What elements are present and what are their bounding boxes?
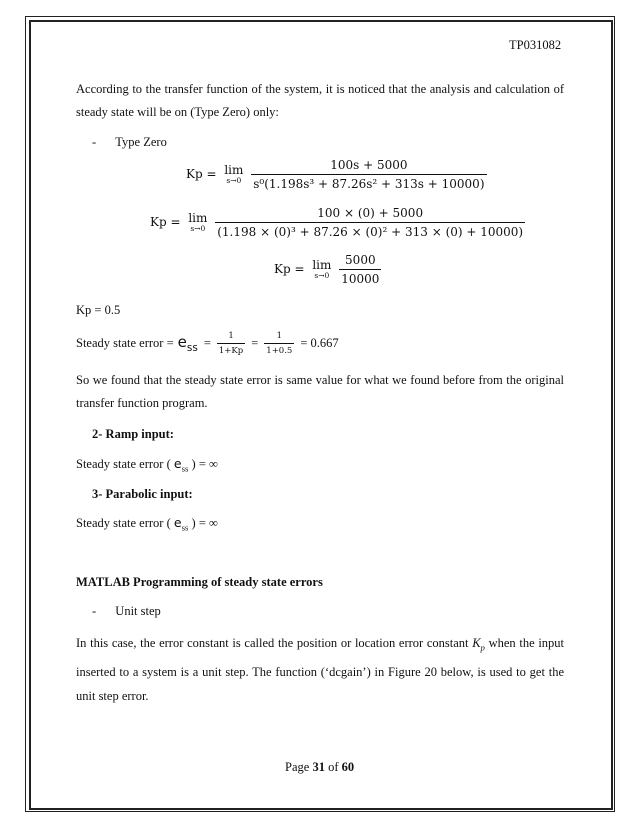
unit-step-item — [92, 604, 161, 619]
matlab-line-1 — [76, 631, 564, 660]
footer-mid: of — [328, 760, 339, 774]
sse-label: Steady state error = — [76, 335, 174, 350]
eq2-lim-text: lim — [188, 211, 208, 226]
eq2-denominator: (1.198 × (0)³ + 87.26 × (0)² + 313 × (0) + 10000) — [215, 222, 525, 239]
ramp-e: e — [173, 456, 182, 471]
conclusion-line-2: transfer function program. — [76, 396, 208, 410]
kp-value: Kp = 0.5 — [76, 303, 121, 317]
sse-f2-num: 1 — [276, 330, 283, 341]
matlab-line-1-a: In this case, the error constant is called the position or location error constant — [76, 636, 469, 650]
eq3-denominator: 10000 — [339, 269, 381, 286]
sse-symbol — [178, 333, 198, 354]
sse-fraction-1 — [217, 331, 245, 356]
intro-line-2: steady state will be on (Type Zero) only: — [76, 105, 279, 119]
intro-paragraph — [76, 78, 564, 124]
parabolic-error-line — [76, 515, 218, 533]
sse-f1-den: 1+Kp — [217, 343, 245, 356]
eq2-limit — [188, 212, 207, 233]
sse-f2-den: 1+0.5 — [264, 343, 294, 356]
sse-equals-1: = — [203, 335, 211, 350]
doc-id: TP031082 — [509, 38, 562, 52]
matlab-line-2: inserted to a system is a unit step. The function (‘dcgain’) in Figure 20 below, is used to get the — [76, 664, 564, 679]
footer-page-number: 31 — [312, 760, 325, 774]
equation-2 — [150, 206, 525, 239]
ramp-e-sub: ss — [181, 463, 189, 474]
eq3-limit — [312, 259, 331, 280]
type-zero-label: Type Zero — [115, 135, 167, 149]
bullet: - — [92, 135, 97, 149]
unit-step-label: Unit step — [115, 604, 161, 618]
parabolic-text-pre: Steady state error ( — [76, 516, 171, 530]
footer-total-pages: 60 — [341, 760, 355, 774]
equation-1 — [186, 158, 487, 191]
sse-f1-num: 1 — [228, 330, 234, 341]
eq1-lim-sub: s→0 — [226, 176, 242, 186]
sse-fraction-2 — [264, 331, 294, 356]
eq2-lhs: Kp = — [150, 215, 181, 229]
eq3-lim-sub: s→0 — [314, 271, 330, 281]
ramp-error-line — [76, 456, 218, 474]
matlab-heading: MATLAB Programming of steady state errors — [76, 575, 323, 589]
kp-symbol — [472, 636, 485, 653]
kp-sub: p — [480, 642, 485, 653]
sse-e: e — [177, 332, 187, 351]
eq1-denominator: s⁰(1.198s³ + 87.26s² + 313s + 10000) — [251, 174, 486, 191]
conclusion-line-1: So we found that the steady state error is same value for what we found before from the original — [76, 373, 564, 387]
eq3-fraction — [339, 253, 381, 286]
page-footer — [285, 760, 354, 775]
eq1-lim-text: lim — [224, 163, 244, 178]
kp-k: K — [472, 636, 481, 650]
eq2-lim-sub: s→0 — [190, 224, 206, 234]
eq1-limit — [224, 164, 243, 185]
parabolic-text-post: ) = ∞ — [191, 516, 218, 530]
eq1-lhs: Kp = — [186, 167, 217, 181]
ramp-text-pre: Steady state error ( — [76, 457, 171, 471]
eq2-numerator: 100 × (0) + 5000 — [317, 206, 424, 220]
eq2-fraction — [215, 206, 525, 239]
eq1-numerator: 100s + 5000 — [330, 158, 408, 172]
eq3-lhs: Kp = — [274, 262, 305, 276]
conclusion-paragraph — [76, 369, 564, 415]
parabolic-heading: 3- Parabolic input: — [92, 487, 193, 501]
sse-result: = 0.667 — [300, 335, 339, 350]
matlab-paragraph — [76, 631, 564, 708]
ramp-heading: 2- Ramp input: — [92, 427, 174, 441]
matlab-line-1-b: when the input — [488, 636, 565, 650]
footer-pre: Page — [285, 760, 310, 774]
eq3-lim-text: lim — [312, 258, 332, 273]
steady-state-error-equation — [76, 328, 339, 358]
matlab-line-3: unit step error. — [76, 688, 149, 703]
sse-e-sub: ss — [186, 341, 198, 354]
type-zero-item — [92, 135, 167, 150]
bullet: - — [92, 604, 97, 618]
parabolic-e: e — [173, 515, 182, 530]
sse-equals-2: = — [251, 335, 259, 350]
equation-3 — [274, 253, 381, 286]
intro-line-1: According to the transfer function of the system, it is noticed that the analysis and calculation of — [76, 82, 564, 96]
eq1-fraction — [251, 158, 486, 191]
eq3-numerator: 5000 — [345, 253, 376, 267]
parabolic-e-sub: ss — [181, 522, 189, 533]
ramp-text-post: ) = ∞ — [191, 457, 218, 471]
